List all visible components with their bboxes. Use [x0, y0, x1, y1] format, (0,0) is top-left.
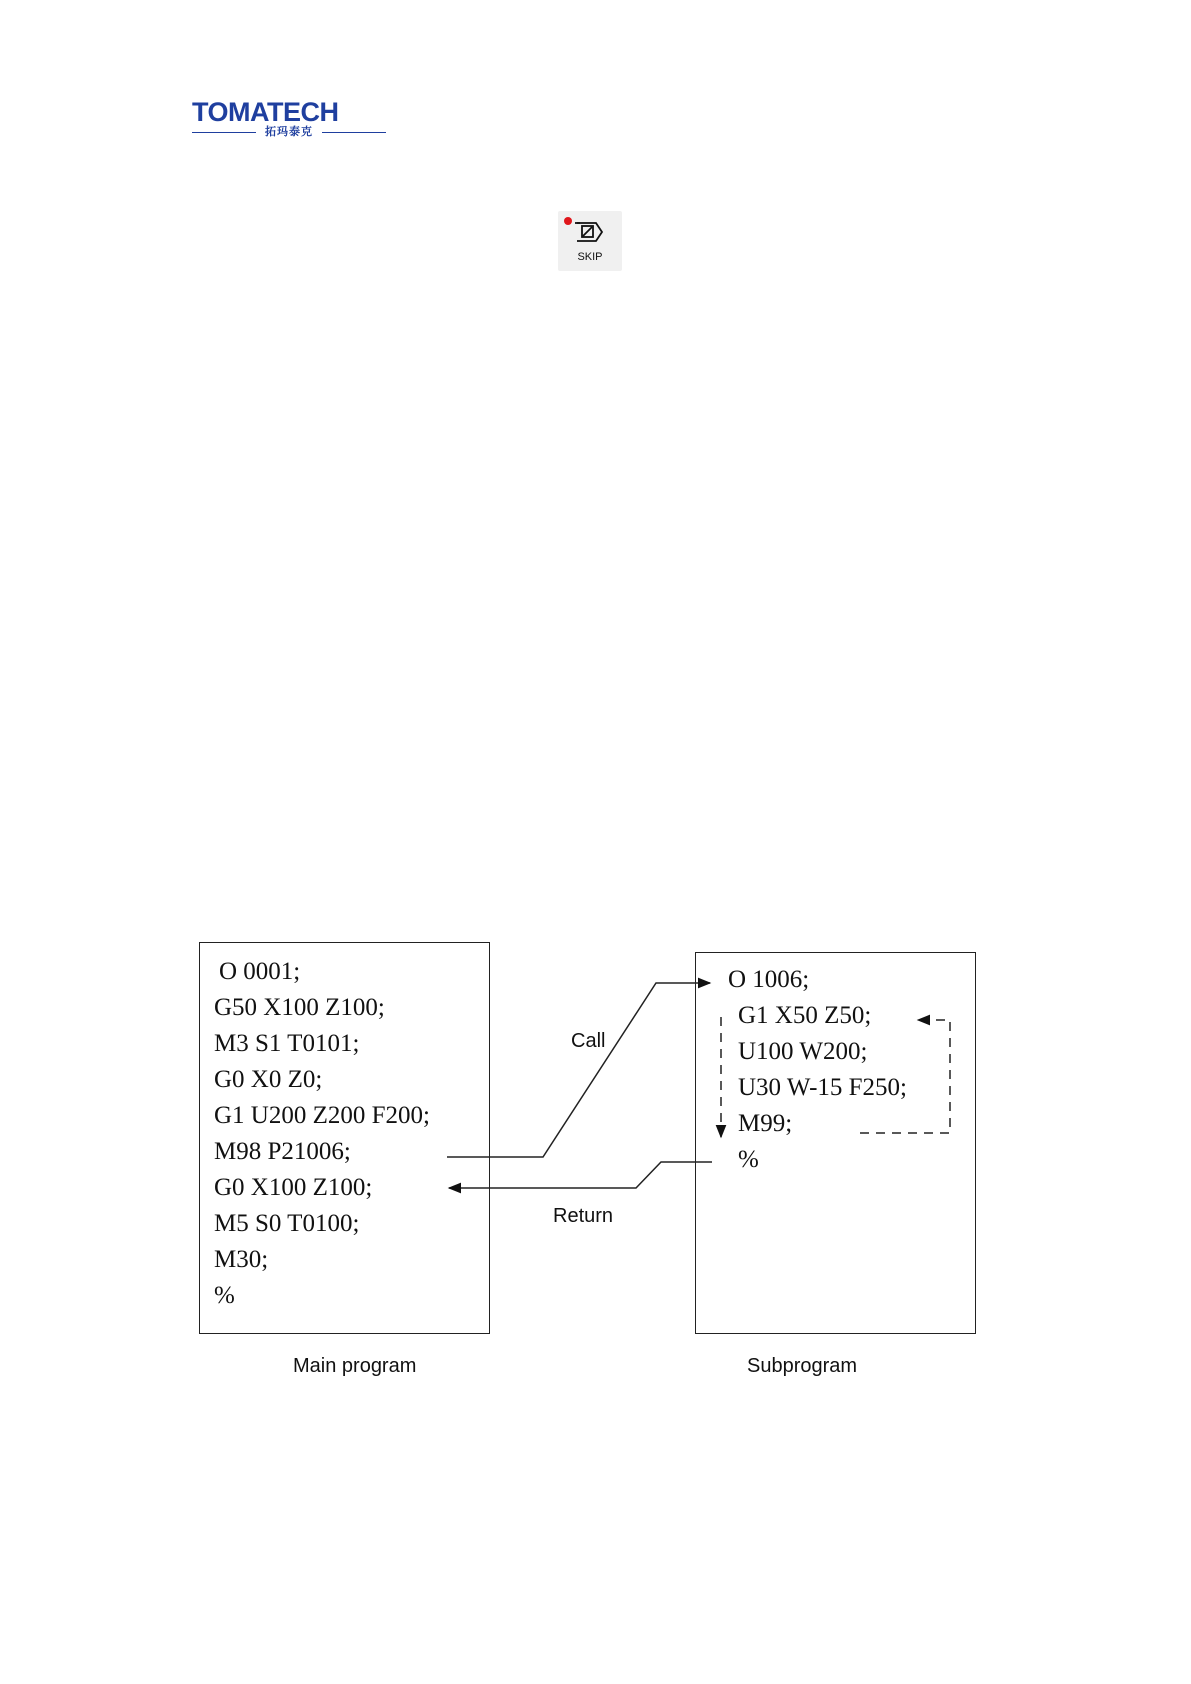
main-line-2: G50 X100 Z100;: [214, 994, 385, 1021]
logo-chinese-text: 拓玛泰克: [265, 126, 313, 138]
sub-line-6: %: [738, 1146, 759, 1173]
skip-key-label: SKIP: [577, 251, 603, 263]
main-line-1: O 0001;: [219, 958, 301, 985]
main-line-10: %: [214, 1282, 235, 1309]
sub-line-1: O 1006;: [728, 966, 810, 993]
main-line-8: M5 S0 T0100;: [214, 1210, 360, 1237]
main-line-3: M3 S1 T0101;: [214, 1030, 360, 1057]
main-line-7: G0 X100 Z100;: [214, 1174, 373, 1201]
subprogram-caption: Subprogram: [747, 1355, 858, 1377]
logo-wordmark: TOMATECH: [192, 97, 339, 127]
main-program-caption: Main program: [293, 1355, 417, 1377]
sub-line-5: M99;: [738, 1110, 793, 1137]
sub-line-3: U100 W200;: [738, 1038, 868, 1065]
sub-line-4: U30 W-15 F250;: [738, 1074, 907, 1101]
sub-line-2: G1 X50 Z50;: [738, 1002, 872, 1029]
main-line-4: G0 X0 Z0;: [214, 1066, 323, 1093]
call-arrow: [447, 983, 710, 1157]
return-arrow: [449, 1162, 712, 1188]
main-line-6: M98 P21006;: [214, 1138, 351, 1165]
return-label: Return: [553, 1205, 614, 1227]
call-label: Call: [571, 1030, 606, 1052]
main-line-5: G1 U200 Z200 F200;: [214, 1102, 430, 1129]
loop-dashed-right: [860, 1020, 950, 1133]
main-line-9: M30;: [214, 1246, 269, 1273]
